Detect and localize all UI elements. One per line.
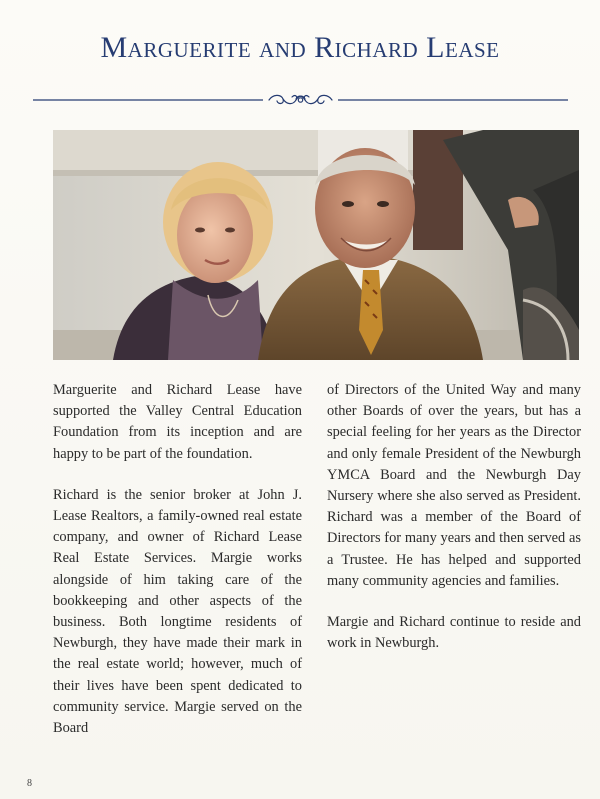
article-paragraph: Richard is the senior broker at John J. Lease Realtors, a family-owned real estate company, and owner of Richard Lease Real Estate Services. Margie works alongside of him taking care of the bookkeeping and other aspects of the business. Both longtime residents of Newburgh, they have made their mark in the real estate world; however, much of their lives have been spent dedicated to community service. Margie served on the Board [53,486,302,737]
ornamental-divider [33,91,568,109]
article-paragraph: of Directors of the United Way and many other Boards of over the years, but has a special feeling for her years as the Director and only female President of the Newburgh YMCA Board and the Newburgh Day Nursery where she also served as President. Richard was a member of the Board of Directors for many years and then served as a Trustee. He has helped and supported many community agencies and families. [327,382,581,589]
article-column-left [53,380,302,759]
page-number: 8 [27,778,32,789]
page-title: Marguerite and Richard Lease [100,31,500,64]
couple-photo [53,130,579,360]
article-paragraph: Marguerite and Richard Lease have supported the Valley Central Education Foundation from its inception and are happy to be part of the foundation. [53,382,302,462]
article-column-right [327,380,581,674]
flourish-icon [269,95,332,103]
couple-photo-illustration [53,130,579,360]
article-paragraph: Margie and Richard continue to reside and work in Newburgh. [327,614,581,652]
